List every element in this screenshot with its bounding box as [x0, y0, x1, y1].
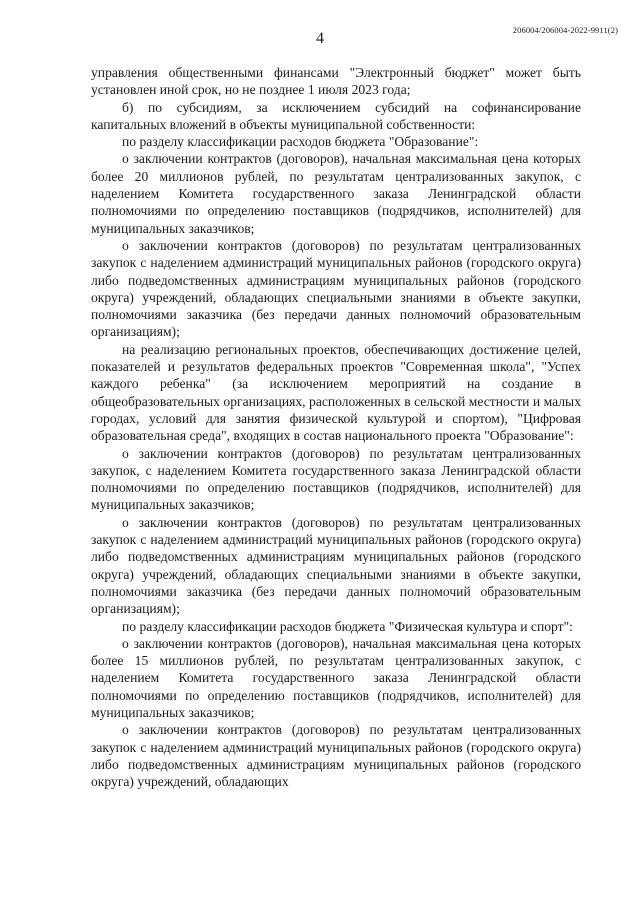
paragraph: по разделу классификации расходов бюджета "Образование": — [122, 134, 479, 150]
paragraph: о заключении контрактов (договоров) по результатам централизованных закупок с наделением администраций муниципальных районов (городского округа) либо подведомственных администрациям муниципальных районов (городского округа) учреждений, обладающих специальными знаниями в объекте закупки, полномочиями заказчика (без передачи данных полномочий образовательным организациям); — [91, 514, 581, 617]
paragraph: по разделу классификации расходов бюджета "Физическая культура и спорт": — [122, 618, 573, 634]
paragraph: о заключении контрактов (договоров), начальная максимальная цена которых более 15 миллионов рублей, по результатам централизованных закупок, с наделением Комитета государственного заказа Ленинградской области полномочиями по определению поставщиков (подрядчиков, исполнителей) для муниципальных заказчиков; — [91, 635, 581, 720]
paragraph: о заключении контрактов (договоров) по результатам централизованных закупок с наделением администраций муниципальных районов (городского округа) либо подведомственных администрациям муниципальных районов (городского округа) учреждений, обладающих специальными знаниями в объекте закупки, полномочиями заказчика (без передачи данных полномочий образовательным организациям); — [91, 237, 581, 340]
paragraph: о заключении контрактов (договоров) по результатам централизованных закупок с наделением администраций муниципальных районов (городского округа) либо подведомственных администрациям муниципальных районов (городского округа) учреждений, обладающих — [91, 722, 581, 790]
paragraph: о заключении контрактов (договоров), начальная максимальная цена которых более 20 миллионов рублей, по результатам централизованных закупок, с наделением Комитета государственного заказа Ленинградской области полномочиями по определению поставщиков (подрядчиков, исполнителей) для муниципальных заказчиков; — [91, 151, 581, 236]
paragraph: на реализацию региональных проектов, обеспечивающих достижение целей, показателей и результатов федеральных проектов "Современная школа", "Успех каждого ребенка" (за исключением мероприятий на создание в общеобразовательных организациях, расположенных в сельской местности и малых городах, условий для занятия физической культурой и спортом), "Цифровая образовательная среда", входящих в состав национального проекта "Образование": — [91, 341, 581, 444]
paragraph: о заключении контрактов (договоров) по результатам централизованных закупок, с наделением Комитета государственного заказа Ленинградской области полномочиями по определению поставщиков (подрядчиков, исполнителей) для муниципальных заказчиков; — [91, 445, 581, 513]
document-body — [91, 64, 581, 790]
paragraph: управления общественными финансами "Электронный бюджет" может быть установлен иной срок, но не позднее 1 июля 2023 года; — [91, 65, 581, 98]
document-number: 206004/206004-2022-9911(2) — [512, 25, 618, 35]
paragraph: б) по субсидиям, за исключением субсидий на софинансирование капитальных вложений в объекты муниципальной собственности: — [91, 99, 581, 132]
page-number: 4 — [316, 30, 324, 47]
